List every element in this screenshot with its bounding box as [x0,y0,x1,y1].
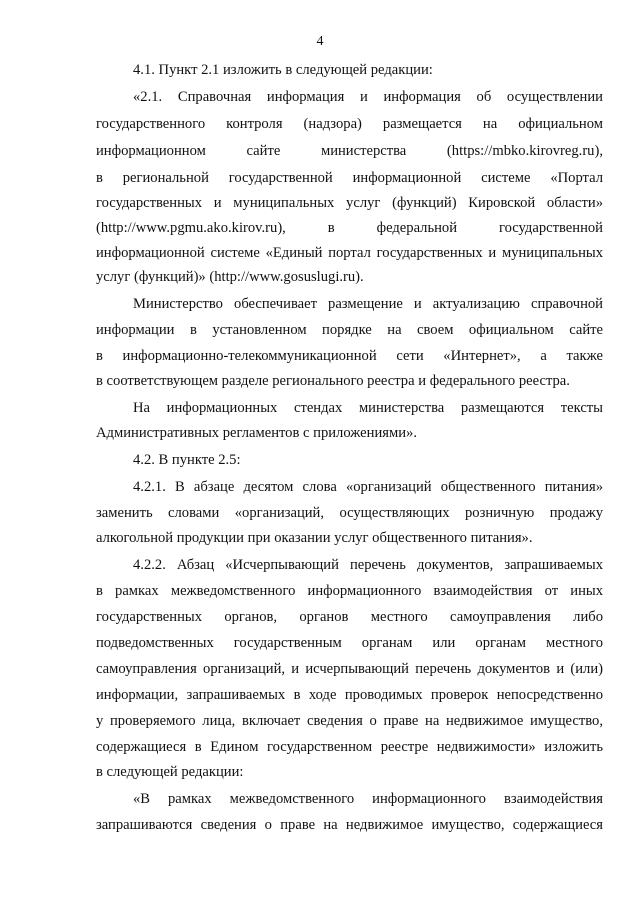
paragraph-line: самоуправления организаций, и исчерпывающий перечень документов и (или) [96,661,603,677]
paragraph-line: На информационных стендах министерства размещаются тексты [133,400,603,416]
paragraph-line: услуг (функций)» (http://www.gosuslugi.ru). [96,269,364,285]
paragraph-line: содержащиеся в Едином государственном реестре недвижимости» изложить [96,739,603,755]
paragraph-line: 4.2.1. В абзаце десятом слова «организаций общественного питания» [133,479,603,495]
paragraph-line: государственных и муниципальных услуг (функций) Кировской области» [96,195,603,211]
paragraph-line: «В рамках межведомственного информационного взаимодействия [133,791,603,807]
paragraph-line: в региональной государственной информационной системе «Портал [96,170,603,186]
paragraph-line: в соответствующем разделе регионального реестра и федерального реестра. [96,373,570,389]
paragraph-line: в рамках межведомственного информационного взаимодействия от иных [96,583,603,599]
paragraph-line: Административных регламентов с приложениями». [96,425,417,441]
paragraph-line: информации в установленном порядке на своем официальном сайте [96,322,603,338]
paragraph-line: государственного контроля (надзора) размещается на официальном [96,116,603,132]
paragraph-line: алкогольной продукции при оказании услуг общественного питания». [96,530,533,546]
paragraph-line: (http://www.pgmu.ako.kirov.ru), в федеральной государственной [96,220,603,236]
paragraph-line: Министерство обеспечивает размещение и актуализацию справочной [133,296,603,312]
paragraph-line: запрашиваются сведения о праве на недвижимое имущество, содержащиеся [96,817,603,833]
paragraph-line: информации, запрашиваемых в ходе проводимых проверок непосредственно [96,687,603,703]
paragraph-line: в информационно-телекоммуникационной сети «Интернет», а также [96,348,603,364]
paragraph-line: заменить словами «организаций, осуществляющих розничную продажу [96,505,603,521]
paragraph-line: 4.2.2. Абзац «Исчерпывающий перечень документов, запрашиваемых [133,557,603,573]
paragraph-line: подведомственных государственным органам или органам местного [96,635,603,651]
paragraph-line: «2.1. Справочная информация и информация об осуществлении [133,89,603,105]
paragraph-line: государственных органов, органов местного самоуправления либо [96,609,603,625]
paragraph-line: 4.1. Пункт 2.1 изложить в следующей редакции: [133,62,433,78]
page-number: 4 [316,34,324,49]
paragraph-line: 4.2. В пункте 2.5: [133,452,241,468]
paragraph-line: у проверяемого лица, включает сведения о праве на недвижимое имущество, [96,713,603,729]
paragraph-line: информационном сайте министерства (https://mbko.kirovreg.ru), [96,143,603,159]
paragraph-line: информационной системе «Единый портал государственных и муниципальных [96,245,603,261]
paragraph-line: в следующей редакции: [96,764,244,780]
